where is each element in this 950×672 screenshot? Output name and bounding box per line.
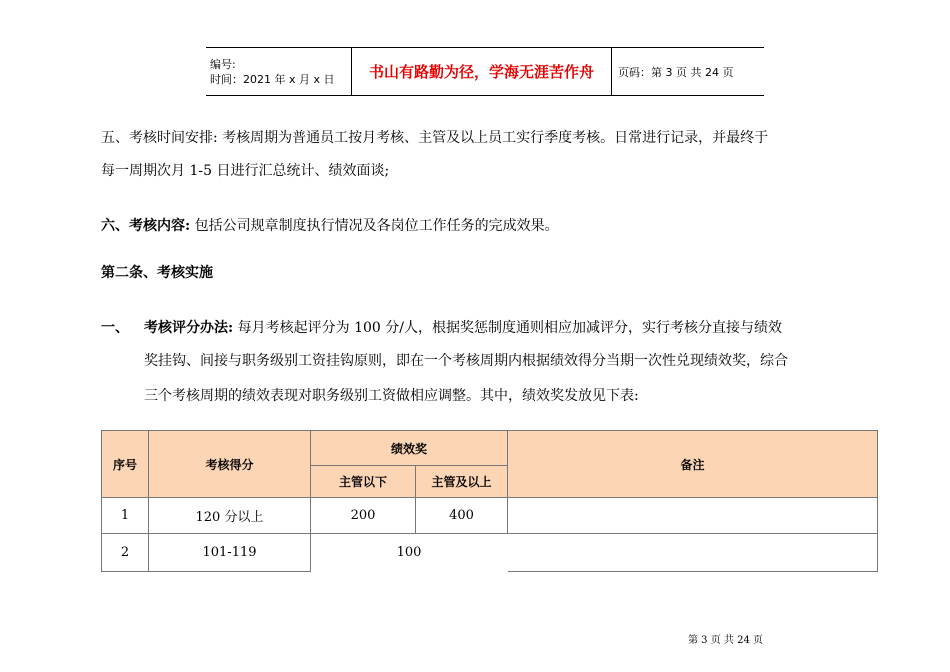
cell-below: 200: [311, 498, 416, 534]
cell-score: 120 分以上: [149, 498, 311, 534]
item1-number: 一、: [101, 320, 129, 336]
col-header-note: 备注: [508, 431, 878, 498]
table-row: [102, 498, 878, 534]
header-page-info: 页码：第 3 页 共 24 页: [612, 48, 765, 96]
section5-line1: 五、考核时间安排: 考核周期为普通员工按月考核、主管及以上员工实行季度考核。日常进行记录，并最终于: [101, 130, 769, 146]
item1-line2: 奖挂钩、间接与职务级别工资挂钩原则，即在一个考核周期内根据绩效得分当期一次性兑现绩效奖，综合: [144, 353, 788, 369]
cell-note: [508, 498, 878, 534]
section6-paragraph: [101, 215, 559, 237]
page-footer: 第 3 页 共 24 页: [688, 635, 763, 646]
document-time: 时间：2021 年 x 月 x 日: [210, 72, 335, 86]
item1-heading: 考核评分办法:: [144, 320, 234, 336]
item1-text: 每月考核起评分为 100 分/人，根据奖惩制度通则相应加减评分，实行考核分直接与绩效: [233, 320, 782, 336]
col-header-below-supervisor: 主管以下: [311, 466, 416, 498]
section6-text: 包括公司规章制度执行情况及各岗位工作任务的完成效果。: [190, 218, 559, 234]
cell-above: 400: [416, 498, 508, 534]
col-header-no: 序号: [102, 431, 149, 498]
cell-score: 101-119: [149, 534, 311, 572]
col-header-score: 考核得分: [149, 431, 311, 498]
col-header-bonus: 绩效奖: [311, 431, 508, 466]
header-motto: 书山有路勤为径，学海无涯苦作舟: [352, 48, 612, 96]
section5-line2: 每一周期次月 1-5 日进行汇总统计、绩效面谈;: [101, 163, 390, 179]
section6-heading: 六、考核内容:: [101, 218, 191, 234]
cell-bonus-merged: 100: [311, 534, 508, 572]
bonus-table: [101, 430, 878, 572]
header-meta-cell: [206, 48, 352, 96]
col-header-above-supervisor: 主管及以上: [416, 466, 508, 498]
page-header-table: [206, 47, 764, 96]
item1-line3: 三个考核周期的绩效表现对职务级别工资做相应调整。其中，绩效奖发放见下表:: [144, 388, 639, 404]
cell-note: [508, 534, 878, 572]
article2-heading: 第二条、考核实施: [101, 265, 213, 281]
item1-line1: [144, 317, 782, 339]
cell-no: 1: [102, 498, 149, 534]
table-row: [102, 534, 878, 572]
cell-no: 2: [102, 534, 149, 572]
document-number-label: 编号:: [210, 57, 236, 71]
